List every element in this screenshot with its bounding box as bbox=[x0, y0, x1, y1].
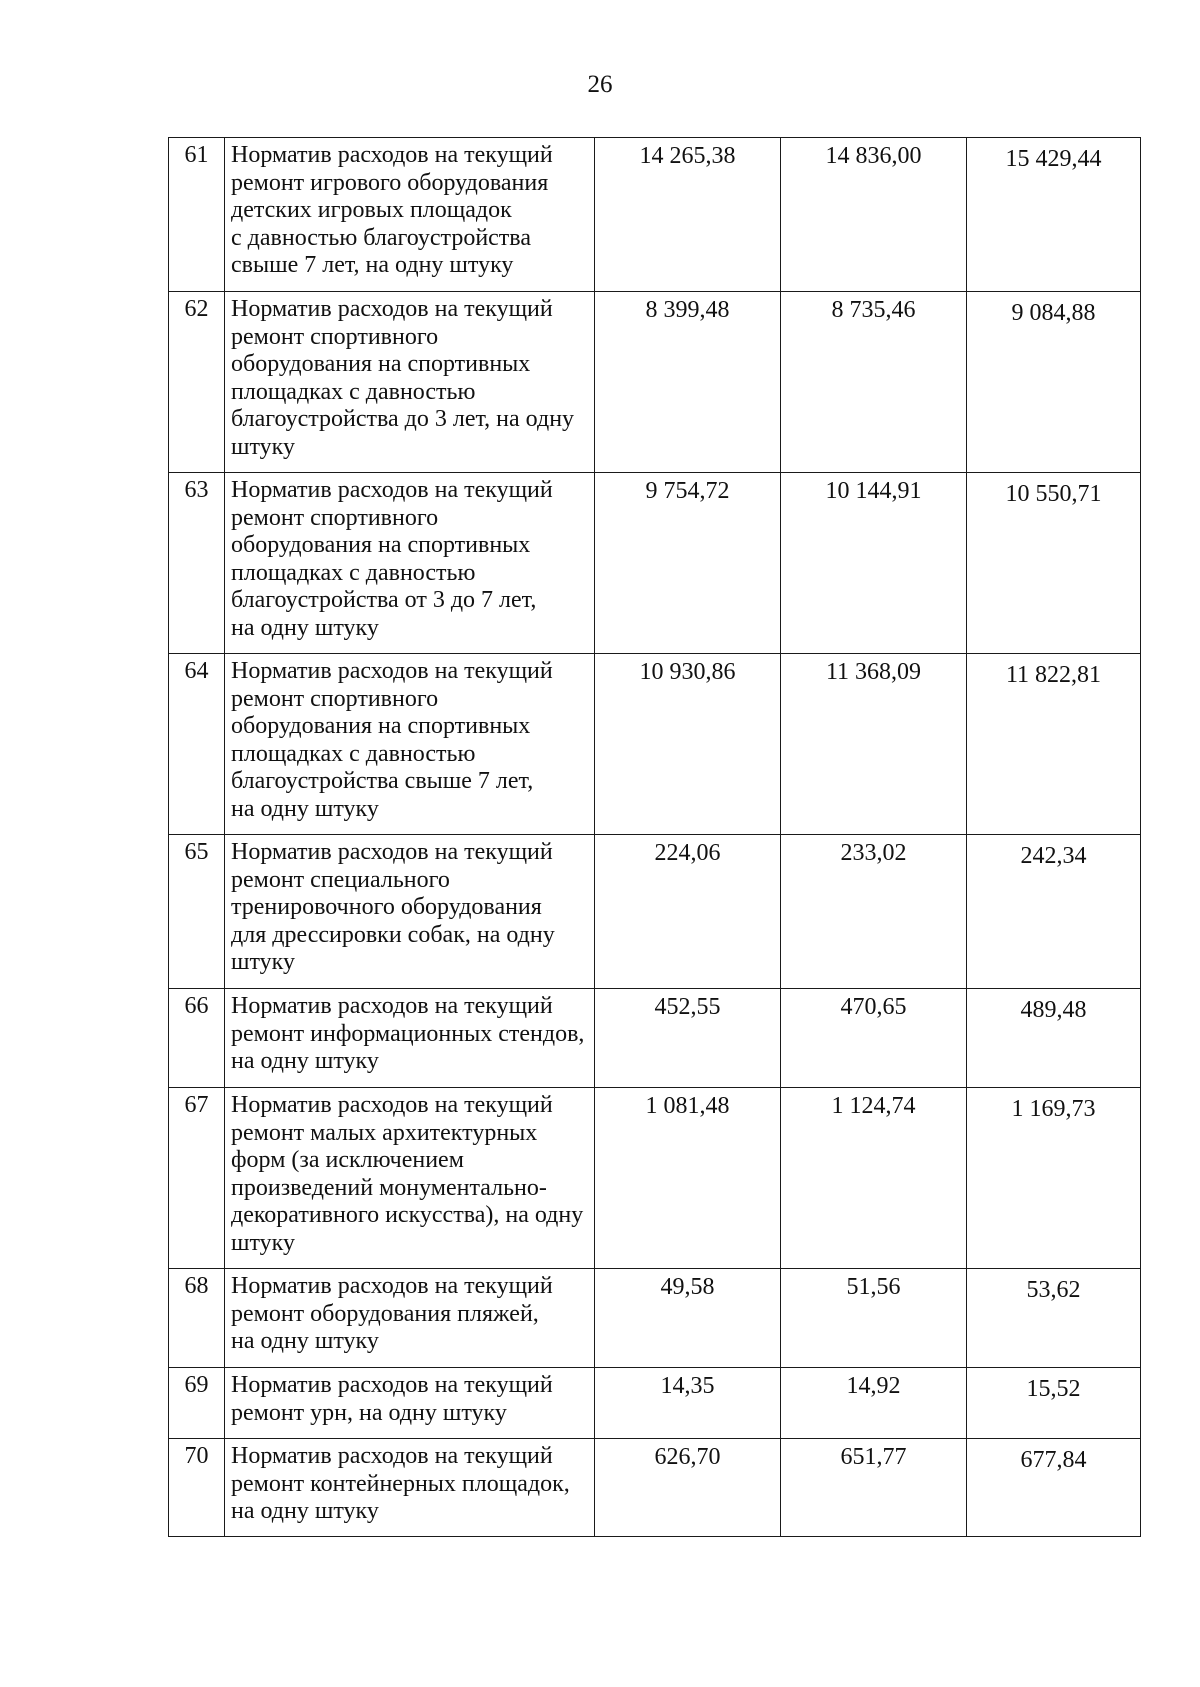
value-cell-3: 15 429,44 bbox=[967, 138, 1141, 292]
norm-name-cell: Норматив расходов на текущий ремонт спортивного оборудования на спортивных площадках с давностью благоустройства от 3 до 7 лет, на одну штуку bbox=[225, 473, 595, 654]
value-cell-3: 10 550,71 bbox=[967, 473, 1141, 654]
value-cell-3: 9 084,88 bbox=[967, 292, 1141, 473]
value-cell-2: 51,56 bbox=[781, 1269, 967, 1368]
row-number-cell: 65 bbox=[169, 835, 225, 989]
table-row bbox=[169, 473, 1141, 654]
value-cell-2: 10 144,91 bbox=[781, 473, 967, 654]
value-cell-3: 677,84 bbox=[967, 1439, 1141, 1537]
table-row bbox=[169, 1439, 1141, 1537]
value-cell-1: 1 081,48 bbox=[595, 1088, 781, 1269]
norm-name-cell: Норматив расходов на текущий ремонт игрового оборудования детских игровых площадок с давностью благоустройства свыше 7 лет, на одну штуку bbox=[225, 138, 595, 292]
row-number-cell: 68 bbox=[169, 1269, 225, 1368]
norm-name-cell: Норматив расходов на текущий ремонт малых архитектурных форм (за исключением произведений монументально- декоративного искусства), на одну штуку bbox=[225, 1088, 595, 1269]
norm-name-cell: Норматив расходов на текущий ремонт контейнерных площадок, на одну штуку bbox=[225, 1439, 595, 1537]
value-cell-3: 1 169,73 bbox=[967, 1088, 1141, 1269]
value-cell-1: 8 399,48 bbox=[595, 292, 781, 473]
value-cell-3: 53,62 bbox=[967, 1269, 1141, 1368]
value-cell-1: 10 930,86 bbox=[595, 654, 781, 835]
norm-name-cell: Норматив расходов на текущий ремонт специального тренировочного оборудования для дрессировки собак, на одну штуку bbox=[225, 835, 595, 989]
value-cell-2: 470,65 bbox=[781, 989, 967, 1088]
value-cell-2: 651,77 bbox=[781, 1439, 967, 1537]
value-cell-1: 452,55 bbox=[595, 989, 781, 1088]
row-number-cell: 61 bbox=[169, 138, 225, 292]
value-cell-3: 489,48 bbox=[967, 989, 1141, 1088]
row-number-cell: 70 bbox=[169, 1439, 225, 1537]
value-cell-1: 224,06 bbox=[595, 835, 781, 989]
value-cell-1: 626,70 bbox=[595, 1439, 781, 1537]
norms-table bbox=[168, 137, 1141, 1537]
row-number-cell: 67 bbox=[169, 1088, 225, 1269]
row-number-cell: 69 bbox=[169, 1368, 225, 1439]
value-cell-2: 14,92 bbox=[781, 1368, 967, 1439]
norm-name-cell: Норматив расходов на текущий ремонт урн, на одну штуку bbox=[225, 1368, 595, 1439]
table-row bbox=[169, 1088, 1141, 1269]
page-number: 26 bbox=[587, 71, 613, 98]
row-number-cell: 63 bbox=[169, 473, 225, 654]
row-number-cell: 66 bbox=[169, 989, 225, 1088]
table-row bbox=[169, 989, 1141, 1088]
norms-table-body bbox=[169, 138, 1141, 1537]
table-row bbox=[169, 1269, 1141, 1368]
value-cell-1: 14 265,38 bbox=[595, 138, 781, 292]
table-row bbox=[169, 654, 1141, 835]
norm-name-cell: Норматив расходов на текущий ремонт оборудования пляжей, на одну штуку bbox=[225, 1269, 595, 1368]
norm-name-cell: Норматив расходов на текущий ремонт информационных стендов, на одну штуку bbox=[225, 989, 595, 1088]
value-cell-2: 14 836,00 bbox=[781, 138, 967, 292]
row-number-cell: 64 bbox=[169, 654, 225, 835]
value-cell-1: 9 754,72 bbox=[595, 473, 781, 654]
row-number-cell: 62 bbox=[169, 292, 225, 473]
value-cell-3: 242,34 bbox=[967, 835, 1141, 989]
norm-name-cell: Норматив расходов на текущий ремонт спортивного оборудования на спортивных площадках с давностью благоустройства свыше 7 лет, на одну штуку bbox=[225, 654, 595, 835]
table-row bbox=[169, 138, 1141, 292]
value-cell-3: 15,52 bbox=[967, 1368, 1141, 1439]
value-cell-2: 233,02 bbox=[781, 835, 967, 989]
table-row bbox=[169, 835, 1141, 989]
value-cell-2: 1 124,74 bbox=[781, 1088, 967, 1269]
table-row bbox=[169, 1368, 1141, 1439]
norm-name-cell: Норматив расходов на текущий ремонт спортивного оборудования на спортивных площадках с давностью благоустройства до 3 лет, на одну штуку bbox=[225, 292, 595, 473]
value-cell-1: 49,58 bbox=[595, 1269, 781, 1368]
value-cell-2: 11 368,09 bbox=[781, 654, 967, 835]
value-cell-3: 11 822,81 bbox=[967, 654, 1141, 835]
table-row bbox=[169, 292, 1141, 473]
value-cell-2: 8 735,46 bbox=[781, 292, 967, 473]
value-cell-1: 14,35 bbox=[595, 1368, 781, 1439]
